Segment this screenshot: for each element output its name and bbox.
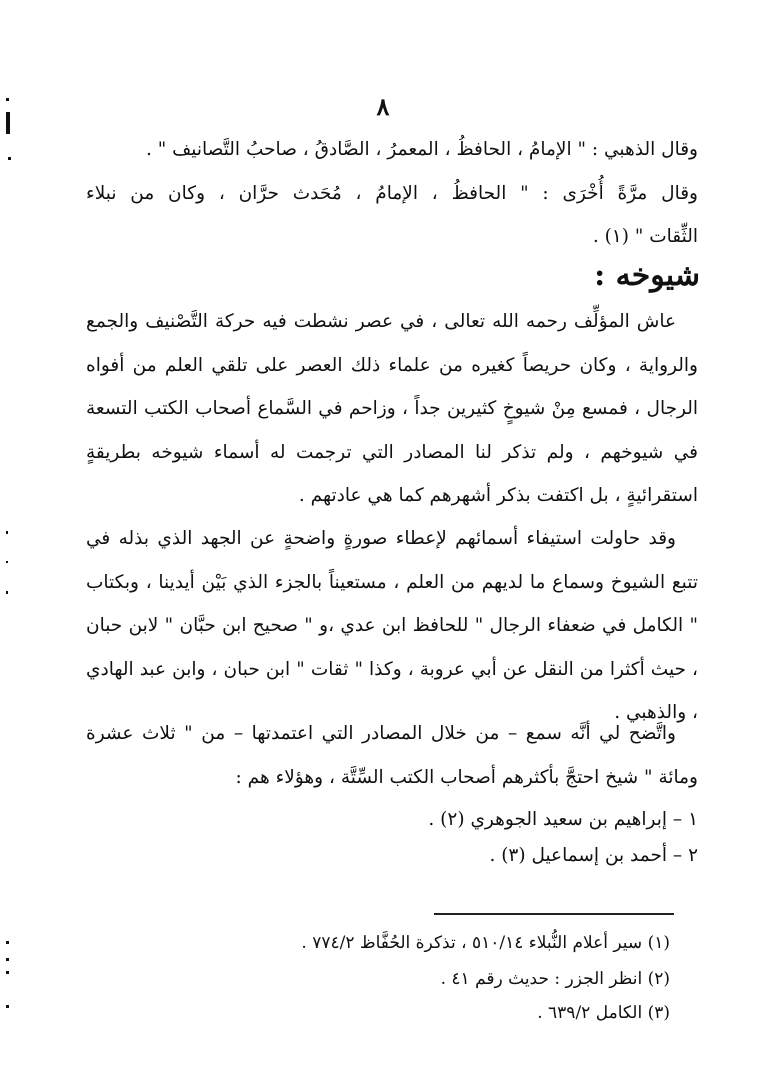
scan-mark — [6, 1005, 9, 1008]
scan-mark — [6, 112, 10, 134]
footnote: (٢) انظر الجزر : حديث رقم ٤١ . — [440, 969, 670, 989]
scan-mark — [6, 98, 9, 101]
scan-mark — [6, 958, 9, 961]
scan-mark — [6, 591, 8, 594]
section-heading: شيوخه : — [594, 258, 700, 293]
scan-mark — [6, 971, 9, 974]
body-text — [86, 517, 698, 735]
footnote-divider — [434, 913, 674, 915]
paragraph: عاش المؤلِّف رحمه الله تعالى ، في عصر نشطت فيه حركة التَّصْنيف والجمع والرواية ، وكان حريصاً كغيره من علماء ذلك العصر على تلقي العلم من أفواه الرجال ، فمسع مِنْ شيوخٍ كثيرين جداً ، وزاحم في السَّماع أصحاب الكتب التسعة في شيوخهم ، ولم تذكر لنا المصادر التي ترجمت له أسماء شيوخه بطريقةٍ استقرائيةٍ ، بل اكتفت بذكر أشهرهم كما هي عادتهم . — [86, 311, 698, 506]
footnote: (٣) الكامل ٦٣٩/٢ . — [537, 1003, 670, 1023]
intro-line: وقال مرَّةً أُخْرَى : " الحافظُ ، الإمامُ ، مُحَدث حرَّان ، وكان من نبلاء — [86, 182, 698, 204]
paragraph: واتَّضح لي أنَّه سمع – من خلال المصادر التي اعتمدتها – من " ثلاث عشرة ومائة " شيخ احتجَّ بأكثرهم أصحاب الكتب السِّتَّة ، وهؤلاء هم : — [86, 723, 698, 788]
scan-mark — [6, 941, 9, 944]
teacher-list-item: ١ – إبراهيم بن سعيد الجوهري (٢) . — [428, 809, 698, 830]
body-text — [86, 300, 698, 518]
intro-line: الثِّقات " (١) . — [592, 226, 698, 247]
scan-mark — [6, 531, 8, 534]
paragraph: وقد حاولت استيفاء أسمائهم لإعطاء صورةٍ واضحةٍ عن الجهد الذي بذله في تتبع الشيوخ وسماع ما لديهم من العلم ، مستعيناً بالجزء الذي بَيْن أيدينا ، وبكتاب " الكامل في ضعفاء الرجال " للحافظ ابن عدي ،و " صحيح ابن حبَّان " لابن حبان ، حيث أكثرا من النقل عن أبي عروبة ، وكذا " ثقات " ابن حبان ، وابن عبد الهادي ، والذهبي . — [86, 528, 698, 723]
intro-line: وقال الذهبي : " الإمامُ ، الحافظُ ، المعمرُ ، الصَّادقُ ، صاحبُ التَّصانيف " . — [146, 139, 698, 160]
footnote: (١) سير أعلام النُّبلاء ٥١٠/١٤ ، تذكرة الحُفَّاظ ٧٧٤/٢ . — [301, 933, 670, 953]
body-text — [86, 712, 698, 799]
scan-mark — [6, 561, 8, 563]
teacher-list-item: ٢ – أحمد بن إسماعيل (٣) . — [489, 845, 698, 866]
intro-quotes — [86, 128, 698, 259]
scan-mark — [8, 157, 11, 160]
page-number: ٨ — [376, 92, 390, 121]
